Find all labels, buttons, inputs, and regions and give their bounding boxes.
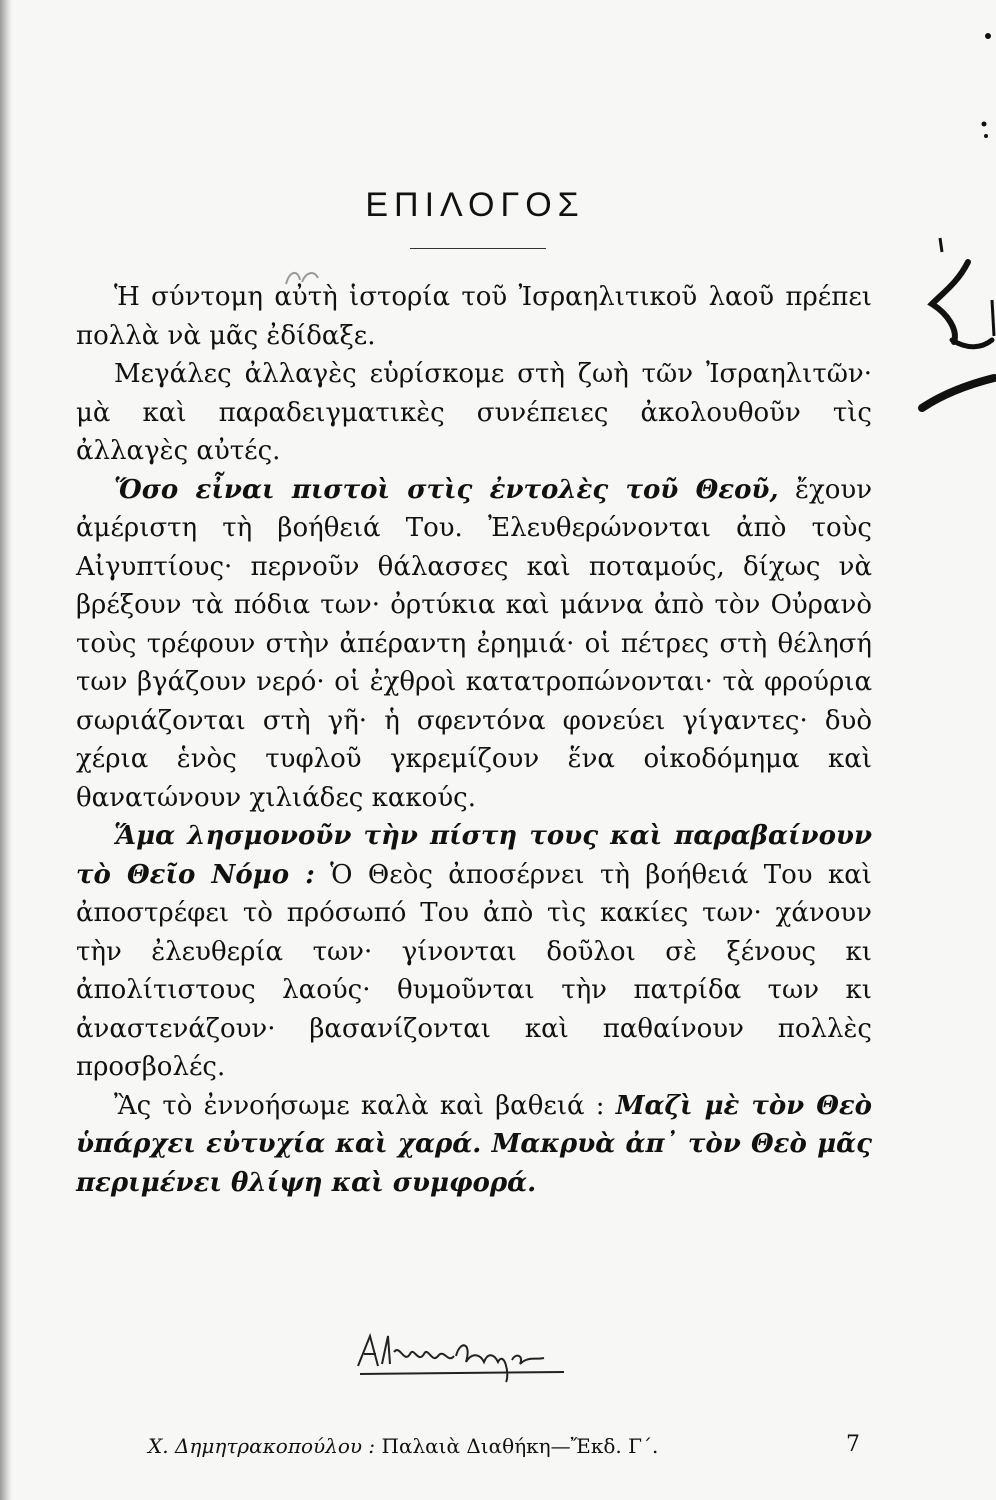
footer-citation <box>148 1434 768 1458</box>
paragraph-text: Μεγάλες ἀλλαγὲς εὑρίσκομε στὴ ζωὴ τῶν Ἰσραηλιτῶν· μὰ καὶ παραδειγματικὲς συνέπειες ἀκολουθοῦν τὶς ἀλλαγὲς αὐτές. <box>76 359 872 466</box>
footer-author: Χ. Δημητρακοπούλου : <box>148 1434 376 1458</box>
paragraph-1 <box>76 278 872 355</box>
emphasis-text: Ἅμα λησμονοῦν τὴν πίστη τους καὶ παραβαίνουν τὸ Θεῖο Νόμο : <box>76 821 872 890</box>
paragraph-text: Ὁ Θεὸς ἀποσέρνει τὴ βοήθειά Του καὶ ἀποστρέφει τὸ πρόσωπό Του ἀπὸ τὶς κακίες των· χάνουν τὴν ἐλευθερία των· γίνονται δοῦλοι σὲ ξένους κι ἀπολίτιστους λαούς· θυμοῦνται τὴν πατρίδα των κι ἀναστενάζουν· βασανίζονται καὶ παθαίνουν πολλὲς προσβολές. <box>76 859 872 1082</box>
paragraph-text: ἔχουν ἀμέριστη τὴ βοήθειά Του. Ἐλευθερώνονται ἀπὸ τοὺς Αἰγυπτίους· περνοῦν θάλασσες καὶ ποταμούς, δίχως νὰ βρέξουν τὰ πόδια των· ὀρτύκια καὶ μάννα ἀπὸ τὸν Οὐρανὸ τοὺς τρέφουν στὴν ἀπέραντη ἐρημιά· οἱ πέτρες στὴ θέλησή των βγάζουν νερό· οἱ ἐχθροὶ κατατροπώνονται· τὰ φρούρια σωριάζονται στὴ γῆ· ἡ σφεντόνα φονεύει γίγαντες· δυὸ χέρια ἑνὸς τυφλοῦ γκρεμίζουν ἕνα οἰκοδόμημα καὶ θανατώνουν χιλιάδες κακούς. <box>76 474 872 813</box>
handwritten-signature <box>348 1322 578 1392</box>
paragraph-4 <box>76 817 872 1087</box>
page-title: ΕΠΙΛΟΓΟΣ <box>365 186 585 224</box>
margin-marks <box>900 0 996 460</box>
title-divider <box>410 248 546 249</box>
paragraph-3 <box>76 471 872 818</box>
emphasis-text: Ὅσο εἶναι πιστοὶ στὶς ἐντολὲς τοῦ Θεοῦ, <box>114 474 779 505</box>
binding-shadow <box>0 0 12 1500</box>
emphasis-text: Μαζὶ μὲ τὸν Θεὸ ὑπάρχει εὐτυχία καὶ χαρά. Μακρυὰ ἀπ᾽ τὸν Θεὸ μᾶς περιμένει θλίψη καὶ συμφορά. <box>76 1090 873 1198</box>
paragraph-text: Ἂς τὸ ἐννοήσωμε καλὰ καὶ βαθειά : <box>114 1090 616 1121</box>
paragraph-text: Ἡ σύντομη αὐτὴ ἱστορία τοῦ Ἰσραηλιτικοῦ λαοῦ πρέπει πολλὰ νὰ μᾶς ἐδίδαξε. <box>76 282 872 351</box>
paragraph-2 <box>76 355 872 471</box>
body-text <box>76 278 872 1202</box>
page-number: 7 <box>846 1432 860 1457</box>
footer-title: Παλαιὰ Διαθήκη—Ἔκδ. Γ΄. <box>375 1434 659 1458</box>
paragraph-5 <box>76 1087 872 1203</box>
